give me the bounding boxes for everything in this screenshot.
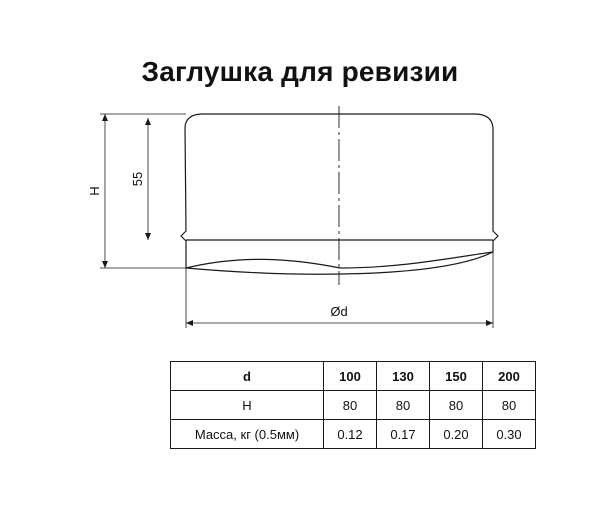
table-cell: 0.30: [483, 420, 536, 449]
table-row-label: d: [171, 362, 324, 391]
dimension-diameter-label: Ød: [330, 304, 348, 319]
table-cell: 200: [483, 362, 536, 391]
spec-table: [170, 361, 536, 449]
table-row: [171, 391, 536, 420]
table-cell: 80: [430, 391, 483, 420]
dimension-55-inner: [130, 118, 151, 240]
table-cell: 80: [324, 391, 377, 420]
table-row-label: H: [171, 391, 324, 420]
page-title: Заглушка для ревизии: [141, 56, 459, 87]
dimension-h-outer-label: H: [87, 186, 102, 196]
spec-table-wrapper: [170, 361, 536, 449]
table-cell: 0.12: [324, 420, 377, 449]
table-cell: 0.17: [377, 420, 430, 449]
cap-outline: [181, 114, 498, 274]
table-cell: 0.20: [430, 420, 483, 449]
table-row: [171, 420, 536, 449]
dimension-55-label: 55: [130, 171, 145, 187]
dimension-h-outer: [87, 114, 108, 268]
table-cell: 150: [430, 362, 483, 391]
table-row-label: Масса, кг (0.5мм): [171, 420, 324, 449]
table-cell: 100: [324, 362, 377, 391]
table-cell: 80: [377, 391, 430, 420]
dimension-extension-lines: [100, 114, 186, 268]
table-row: [171, 362, 536, 391]
table-cell: 80: [483, 391, 536, 420]
table-cell: 130: [377, 362, 430, 391]
dimension-diameter: [186, 304, 493, 326]
